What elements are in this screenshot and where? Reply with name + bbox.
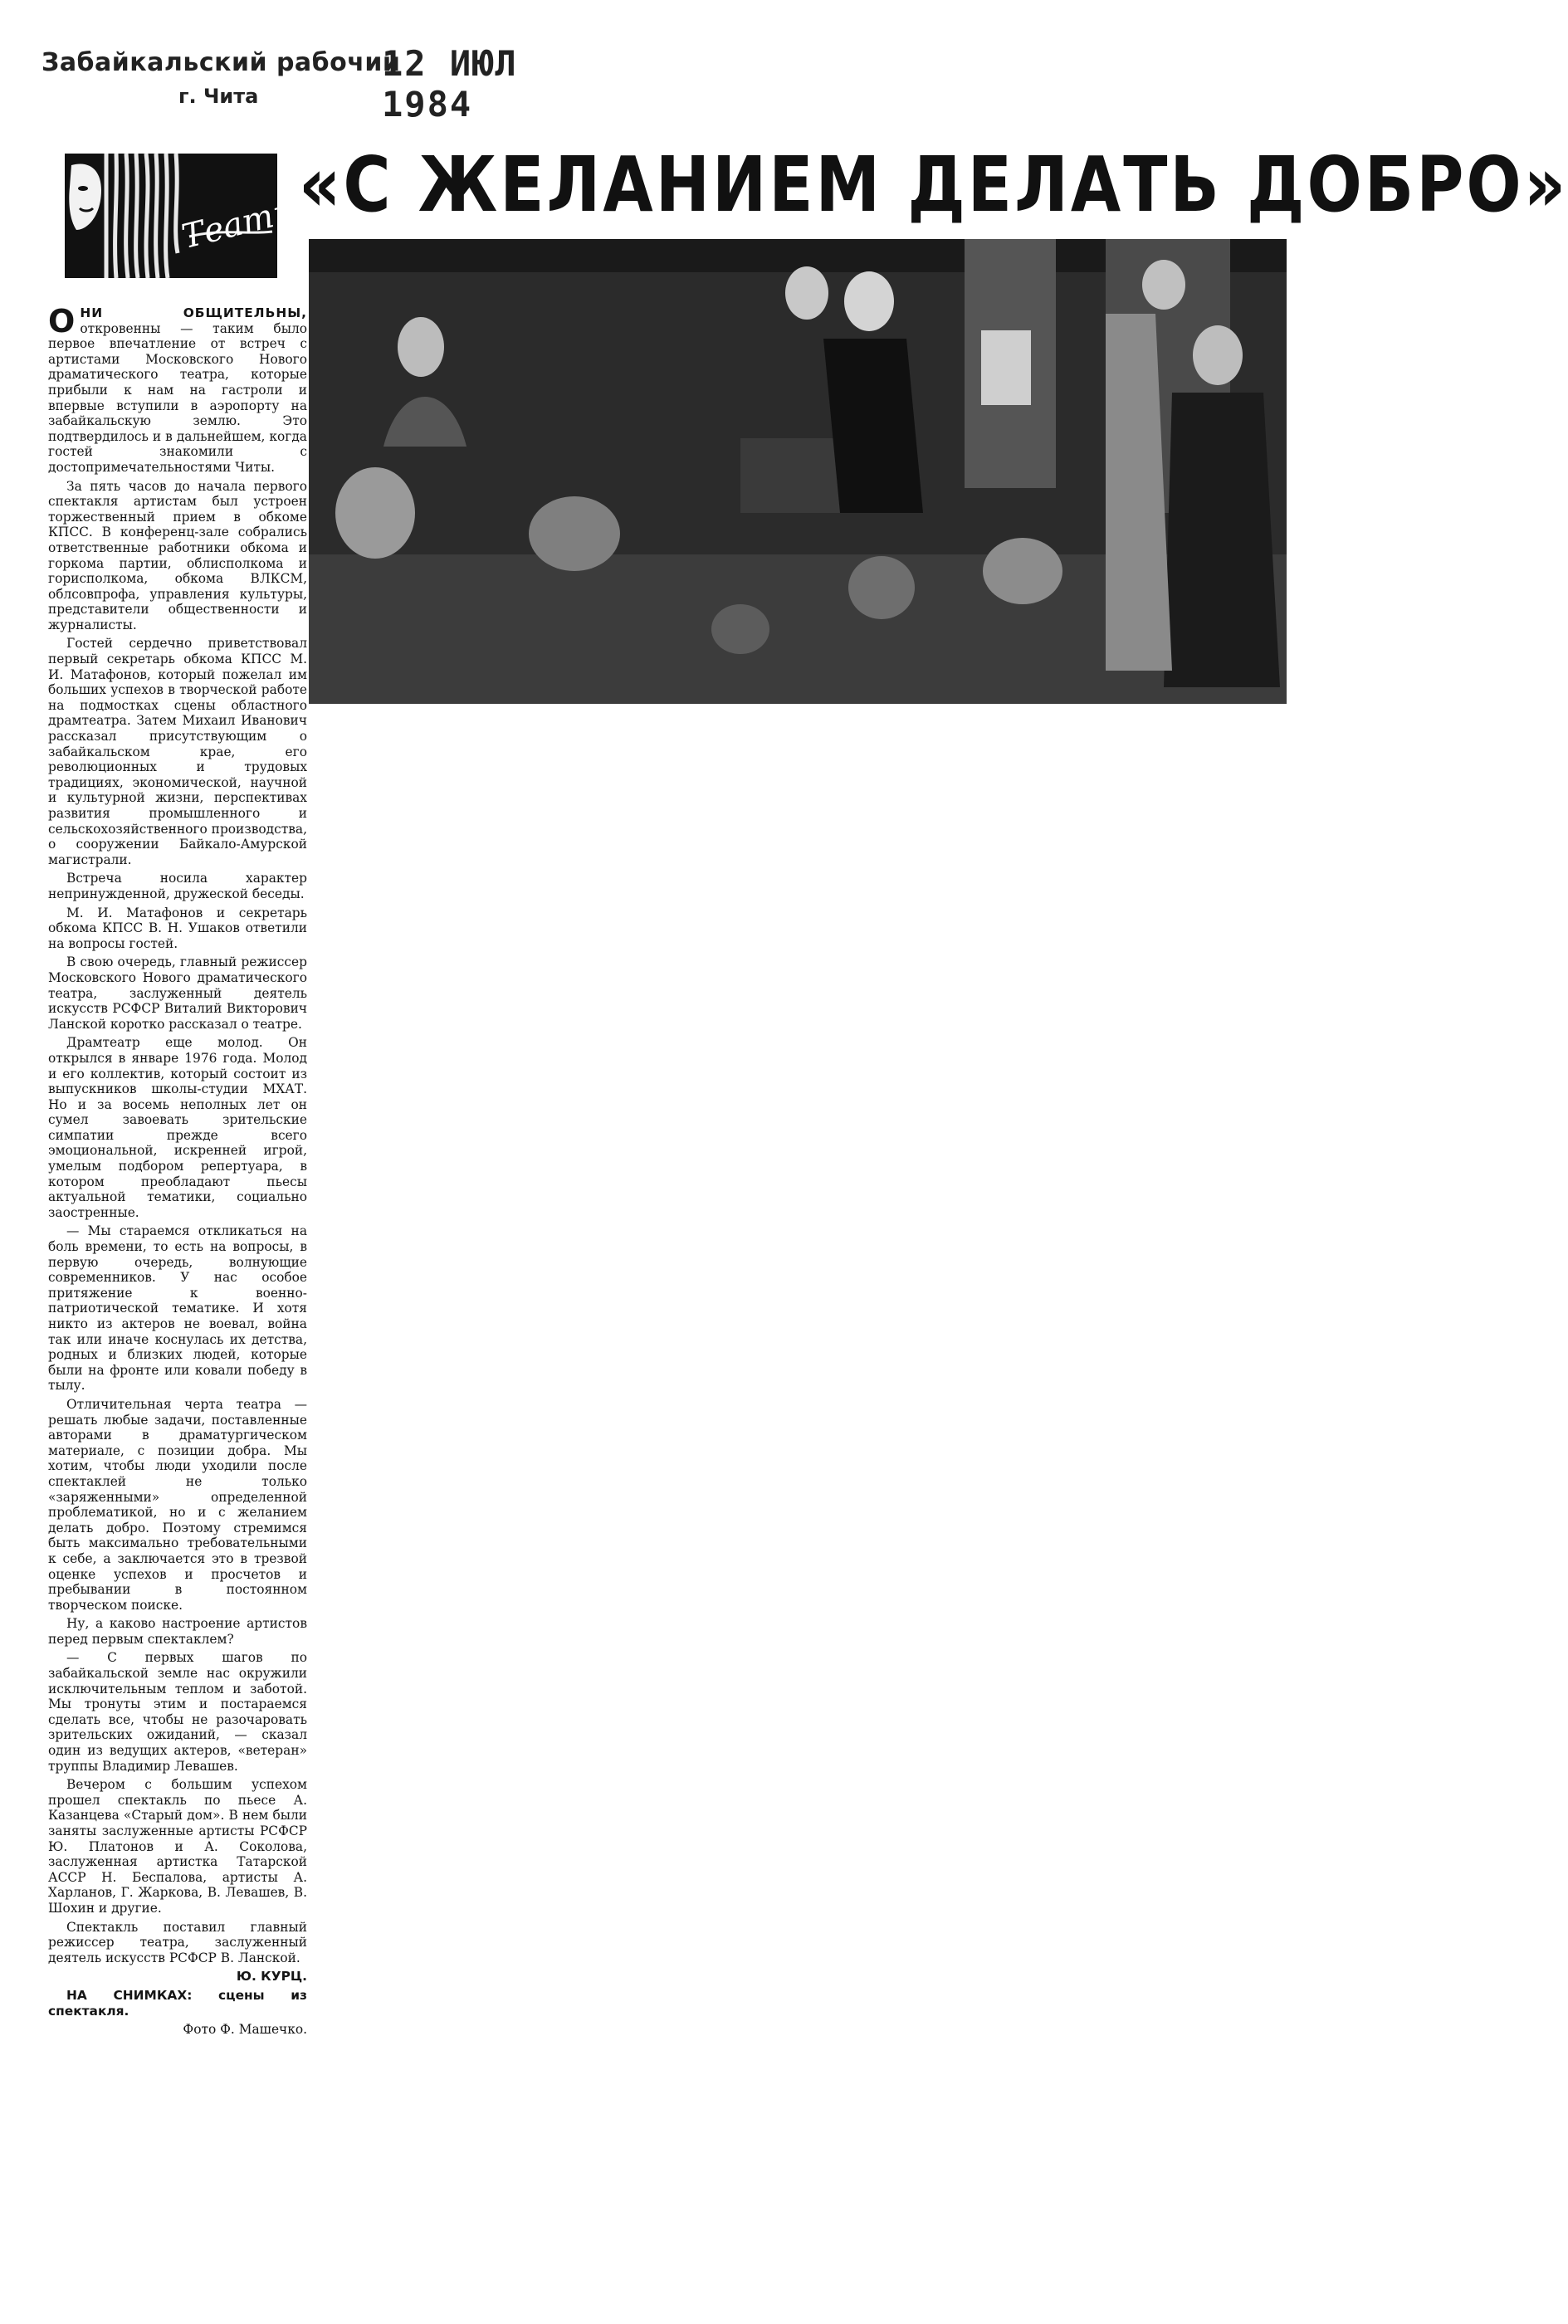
lead-caps: НИ ОБЩИТЕЛЬНЫ,	[80, 305, 307, 320]
stage-photo	[309, 239, 1287, 704]
clipping-stamp	[42, 43, 573, 124]
lead-paragraph	[48, 305, 307, 476]
clipping-date: 12 ИЮЛ 1984	[382, 43, 518, 124]
drop-cap: О	[48, 303, 76, 339]
paragraph: Спектакль поставил главный режиссер театра, заслуженный деятель искусств РСФСР В. Ланской.	[48, 1919, 307, 1965]
paragraph: — С первых шагов по забайкальской земле нас окружили исключительным теплом и заботой. Мы тронуты этим и постараемся сделать все, чтобы не разочаровать зрительских ожиданий, — сказал один из ведущих актеров, «ветеран» труппы Владимир Левашев.	[48, 1650, 307, 1774]
paragraph: Драмтеатр еще молод. Он открылся в январе 1976 года. Молод и его коллектив, который состоит из выпускников школы-студии МХАТ. Но и за восемь неполных лет он сумел завоевать зрительские симпатии прежде всего эмоциональной, искренней игрой, умелым подбором репертуара, в котором преобладают пьесы актуальной тематики, социально заостренные.	[48, 1035, 307, 1220]
paragraph: Вечером с большим успехом прошел спектакль по пьесе А. Казанцева «Старый дом». В нем были заняты заслуженные артисты РСФСР Ю. Платонов и А. Соколова, заслуженная артистка Татарской АССР Н. Беспалова, артисты А. Харланов, Г. Жаркова, В. Левашев, В. Шохин и другие.	[48, 1777, 307, 1916]
paragraph: М. И. Матафонов и секретарь обкома КПСС В. Н. Ушаков ответили на вопросы гостей.	[48, 905, 307, 951]
clipping-city: г. Чита	[178, 85, 259, 108]
theatre-scene-image	[309, 239, 1287, 704]
article-body	[48, 305, 307, 2041]
paragraph: В свою очередь, главный режиссер Московского Нового драматического театра, заслуженный деятель искусств РСФСР Виталий Викторович Ланской коротко рассказал о театре.	[48, 954, 307, 1032]
article-headline: «С ЖЕЛАНИЕМ ДЕЛАТЬ ДОБРО»	[299, 141, 1568, 230]
lead-text: откровенны — таким было первое впечатление от встреч с артистами Московского Нового драматического театра, которые прибыли к нам на гастроли и впервые вступили в аэропорту на забайкальскую землю. Это подтвердилось и в дальнейшем, когда гостей знакомили с достопримечательностями Читы.	[48, 320, 307, 475]
rubric-label: Театр	[178, 192, 299, 256]
paragraph: За пять часов до начала первого спектакля артистам был устроен торжественный прием в обкоме КПСС. В конференц-зале собрались ответственные работники обкома и горкома партии, облисполкома и горисполкома, обкома ВЛКСМ, облсовпрофа, управления культуры, представители общественности и журналисты.	[48, 478, 307, 632]
paragraph: Гостей сердечно приветствовал первый секретарь обкома КПСС М. И. Матафонов, который пожелал им больших успехов в творческой работе на подмостках сцены областного драмтеатра. Затем Михаил Иванович рассказал присутствующим о забайкальском крае, его революционных и трудовых традициях, экономической, научной и культурной жизни, перспективах развития промышленного и сельскохозяйственного производства, о сооружении Байкало-Амурской магистрали.	[48, 636, 307, 867]
photo-caption: НА СНИМКАХ: сцены из спектакля.	[48, 1987, 307, 2019]
paragraph: — Мы стараемся откликаться на боль времени, то есть на вопросы, в первую очередь, волнующие современников. У нас особое притяжение к военно-патриотической тематике. И хотя никто из актеров не воевал, война так или иначе коснулась их детства, родных и близких людей, которые были на фронте или ковали победу в тылу.	[48, 1223, 307, 1394]
paragraph: Встреча носила характер непринужденной, дружеской беседы.	[48, 871, 307, 901]
photo-credit: Фото Ф. Машечко.	[183, 2022, 307, 2038]
author-signature: Ю. КУРЦ.	[236, 1969, 307, 1985]
paragraph: Отличительная черта театра — решать любые задачи, поставленные авторами в драматургическом материале, с позиции добра. Мы хотим, чтобы люди уходили после спектаклей не только «заряженными» определенной проблематикой, но и с желанием делать добро. Поэтому стремимся быть максимально требовательными к себе, а заключается это в трезвой оценке успехов и просчетов и пребывании в постоянном творческом поиске.	[48, 1396, 307, 1613]
theatre-rubric-logo	[65, 154, 299, 278]
paragraph: Ну, а каково настроение артистов перед первым спектаклем?	[48, 1616, 307, 1647]
newspaper-name: Забайкальский рабочий	[42, 48, 401, 77]
